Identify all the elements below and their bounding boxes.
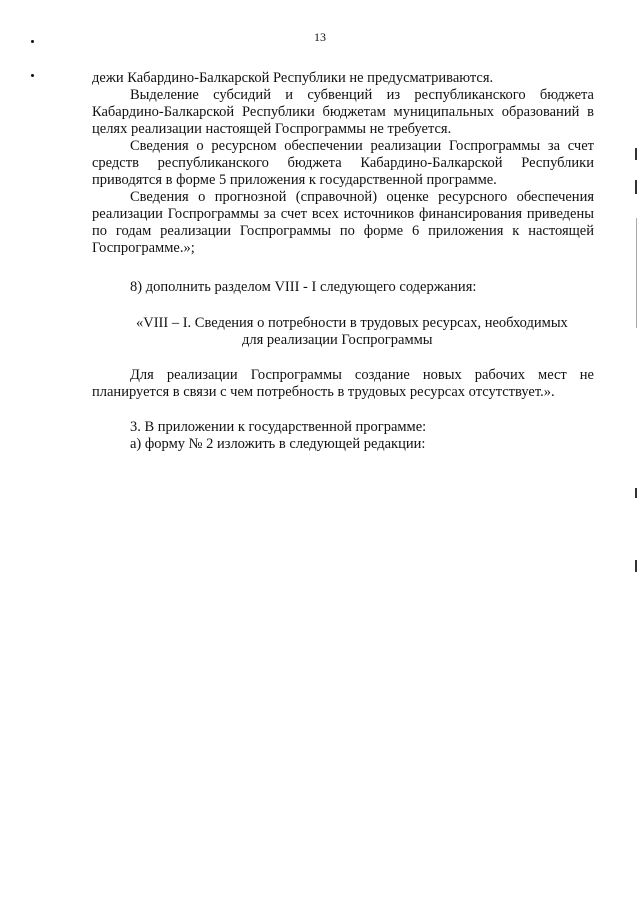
amendment-item-8 [92, 279, 594, 296]
paragraph-appendix: 3. В приложении к государственной программе: [130, 419, 427, 435]
scan-edge-mark [635, 488, 637, 498]
paragraph-subsidies: Выделение субсидий и субвенций из республиканского бюджета Кабардино-Балкарской Республики бюджетам муниципальных образований в целях реализации настоящей Госпрограммы не требуется. [92, 87, 594, 137]
scan-dot [31, 74, 34, 77]
page-number: 13 [314, 30, 326, 44]
paragraph-resource-provision: Сведения о ресурсном обеспечении реализации Госпрограммы за счет средств республиканского бюджета Кабардино-Балкарской Республики приводятся в форме 5 приложения к государственной программе. [92, 138, 594, 188]
labor-resources-block [92, 367, 594, 401]
section-heading [92, 315, 594, 349]
scan-edge-mark [636, 218, 637, 328]
paragraph-form-2: а) форму № 2 изложить в следующей редакции: [130, 436, 426, 452]
body-text-block [92, 70, 594, 257]
appendix-block [92, 419, 594, 453]
section-heading-line2: для реализации Госпрограммы [242, 332, 433, 348]
paragraph-amendment-8: 8) дополнить разделом VIII - I следующего содержания: [130, 279, 477, 295]
paragraph-continuation: дежи Кабардино-Балкарской Республики не предусматриваются. [92, 70, 494, 86]
scan-edge-mark [635, 560, 637, 572]
paragraph-forecast-estimate: Сведения о прогнозной (справочной) оценке ресурсного обеспечения реализации Госпрограммы за счет всех источников финансирования приведены по годам реализации Госпрограммы по форме 6 приложения к настоящей Госпрограмме.»; [92, 189, 594, 256]
section-heading-line1: «VIII – I. Сведения о потребности в трудовых ресурсах, необходимых [136, 315, 568, 331]
paragraph-labor-resources: Для реализации Госпрограммы создание новых рабочих мест не планируется в связи с чем потребность в трудовых ресурсах отсутствует.». [92, 367, 594, 400]
scan-edge-mark [635, 148, 637, 160]
scan-dot [31, 40, 34, 43]
scan-edge-mark [635, 180, 637, 194]
